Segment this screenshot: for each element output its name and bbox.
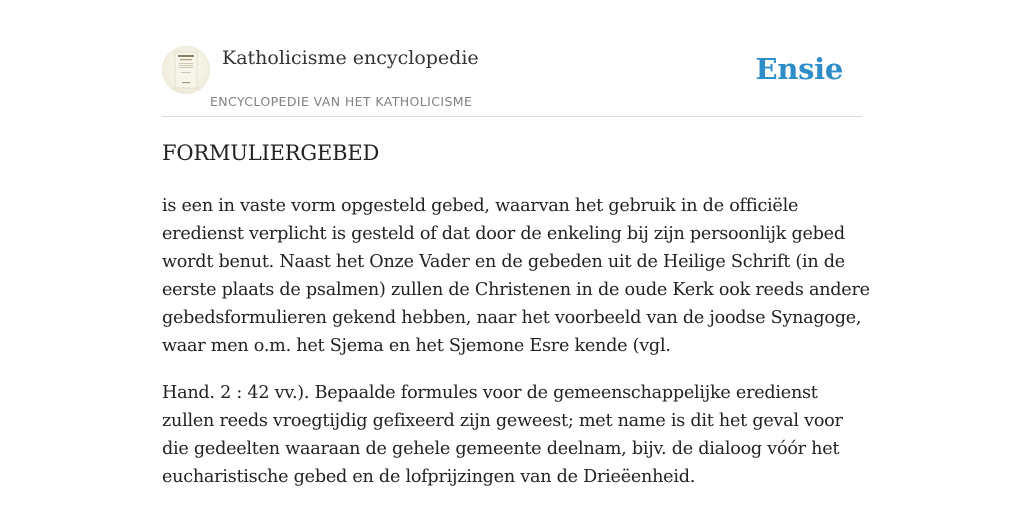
paragraph-line: gebedsformulieren gekend hebben, naar het voorbeeld van de joodse Synagoge,: [162, 308, 862, 328]
ensie-logo-link[interactable]: Ensie: [755, 52, 843, 86]
site-header: [162, 44, 862, 117]
article-paragraph-1: [162, 192, 870, 360]
site-title[interactable]: Katholicisme encyclopedie: [222, 47, 479, 69]
paragraph-line: eerste plaats de psalmen) zullen de Christenen in de oude Kerk ook reeds andere: [162, 280, 870, 300]
article-paragraph-2: [162, 379, 862, 491]
paragraph-line: waar men o.m. het Sjema en het Sjemone Esre kende (vgl.: [162, 336, 671, 356]
article-title: FORMULIERGEBED: [162, 141, 380, 165]
paragraph-line: eredienst verplicht is gesteld of dat door de enkeling bij zijn persoonlijk gebed: [162, 224, 845, 244]
paragraph-line: wordt benut. Naast het Onze Vader en de gebeden uit de Heilige Schrift (in de: [162, 252, 845, 272]
paragraph-line: eucharistische gebed en de lofprijzingen van de Drieëenheid.: [162, 467, 696, 487]
paragraph-line: zullen reeds vroegtijdig gefixeerd zijn geweest; met name is dit het geval voor: [162, 411, 843, 431]
paragraph-line: is een in vaste vorm opgesteld gebed, waarvan het gebruik in de officiële: [162, 196, 799, 216]
site-subtitle: ENCYCLOPEDIE VAN HET KATHOLICISME: [210, 94, 473, 109]
paragraph-line: Hand. 2 : 42 vv.). Bepaalde formules voor de gemeenschappelijke eredienst: [162, 383, 818, 403]
book-cover-icon[interactable]: [162, 46, 210, 94]
paragraph-line: die gedeelten waaraan de gehele gemeente deelnam, bijv. de dialoog vóór het: [162, 439, 840, 459]
